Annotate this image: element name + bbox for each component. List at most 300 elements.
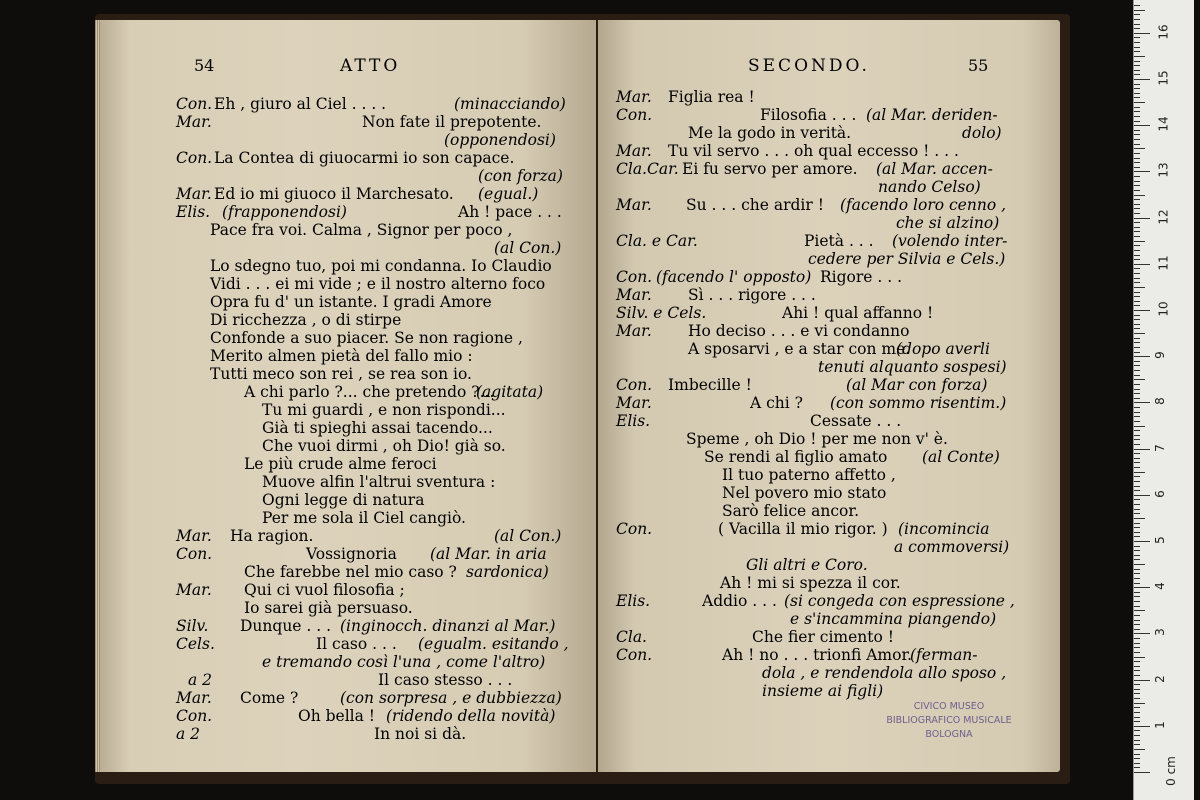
ruler-label: 15 [1156, 70, 1171, 86]
ruler-tick [1134, 610, 1145, 611]
verse-text: Nel povero mio stato [722, 484, 887, 502]
ruler-tick [1134, 435, 1140, 436]
stage-direction-or-speaker: (volendo inter- [892, 232, 1008, 250]
ruler-tick [1134, 139, 1140, 140]
ruler-tick [1134, 231, 1140, 232]
verse-text: Me la godo in verità. [688, 124, 852, 142]
ruler-tick [1134, 513, 1140, 514]
ruler-tick [1134, 629, 1140, 630]
ruler-label: 6 [1152, 489, 1167, 498]
verse-text: Se rendi al figlio amato [704, 448, 888, 466]
ruler-tick [1134, 518, 1145, 519]
verse-text: Il caso . . . [316, 635, 397, 653]
ruler-tick [1134, 107, 1140, 108]
ruler-tick [1134, 195, 1145, 196]
stage-direction-or-speaker: (minacciando) [454, 95, 566, 113]
ruler-tick [1134, 490, 1140, 491]
stage-direction-or-speaker: tenuti alquanto sospesi) [818, 358, 1007, 376]
ruler-tick [1134, 347, 1140, 348]
stamp-line-3: BOLOGNA [925, 729, 973, 740]
stage-direction-or-speaker: Gli altri e Coro. [746, 556, 868, 574]
ruler-tick [1134, 61, 1140, 62]
ruler-label: 0 cm [1163, 756, 1178, 786]
stage-direction-or-speaker: Mar. [616, 88, 652, 106]
verse-text: Oh bella ! [298, 707, 376, 725]
verse-text: Sì . . . rigore . . . [688, 286, 816, 304]
ruler-tick [1134, 735, 1140, 736]
ruler-tick [1134, 199, 1140, 200]
stage-direction-or-speaker: Con. [176, 95, 213, 113]
ruler-tick [1134, 250, 1140, 251]
ruler-tick [1134, 10, 1145, 11]
stage-direction-or-speaker: Mar. [616, 394, 652, 412]
stage-direction-or-speaker: Con. [616, 376, 653, 394]
ruler-tick [1134, 398, 1140, 399]
stage-direction-or-speaker: Con. [616, 106, 653, 124]
ruler-tick [1134, 315, 1140, 316]
ruler-label: 5 [1152, 536, 1167, 544]
verse-text: Ed io mi giuoco il Marchesato. [214, 185, 454, 203]
stage-direction-or-speaker: Mar. [616, 142, 652, 160]
ruler-tick [1134, 472, 1145, 473]
stage-direction-or-speaker: (al Mar. in aria [430, 545, 547, 563]
stage-direction-or-speaker: Con. [616, 268, 653, 286]
ruler-tick [1134, 717, 1140, 718]
ruler-tick [1134, 287, 1145, 288]
ruler-tick [1134, 259, 1140, 260]
ruler-tick [1134, 84, 1140, 85]
ruler-tick [1134, 134, 1140, 135]
ruler-label: 4 [1152, 582, 1167, 591]
stage-direction-or-speaker: che si alzino) [896, 214, 1000, 232]
ruler-tick [1134, 550, 1140, 551]
ruler-tick [1134, 319, 1140, 320]
ruler-tick [1134, 615, 1140, 616]
stage-direction-or-speaker: Mar. [616, 286, 652, 304]
verse-text: Vossignoria [306, 545, 397, 563]
ruler-tick [1134, 162, 1140, 163]
ruler-tick [1134, 707, 1140, 708]
ruler-tick [1134, 439, 1140, 440]
ruler-tick [1134, 236, 1140, 237]
verse-text: Di ricchezza , o di stirpe [210, 311, 402, 329]
ruler-tick [1134, 592, 1140, 593]
ruler-tick [1134, 712, 1140, 713]
ruler-tick [1134, 749, 1145, 750]
ruler-tick [1134, 167, 1140, 168]
ruler-label: 10 [1156, 301, 1171, 317]
ruler-tick [1134, 587, 1150, 588]
ruler-tick [1134, 541, 1150, 542]
ruler-tick [1134, 282, 1140, 283]
ruler-tick [1134, 356, 1150, 357]
verse-text: Rigore . . . [820, 268, 903, 286]
measuring-ruler [1133, 0, 1194, 800]
stage-direction-or-speaker: Cels. [176, 635, 215, 653]
stage-direction-or-speaker: (al Mar con forza) [846, 376, 988, 394]
ruler-tick [1134, 578, 1140, 579]
stage-direction-or-speaker: e s'incammina piangendo) [790, 610, 997, 628]
ruler-tick [1134, 763, 1140, 764]
ruler-tick [1134, 144, 1140, 145]
stage-direction-or-speaker: Con. [176, 707, 213, 725]
ruler-tick [1134, 296, 1140, 297]
ruler-tick [1134, 213, 1140, 214]
ruler-tick [1134, 218, 1150, 219]
verse-text: Ei fu servo per amore. [682, 160, 858, 178]
verse-text: Eh , giuro al Ciel . . . . [214, 95, 387, 113]
stage-direction-or-speaker: Silv. [176, 617, 209, 635]
verse-text: Che fier cimento ! [752, 628, 894, 646]
ruler-tick [1134, 449, 1150, 450]
stage-direction-or-speaker: a 2 [188, 671, 213, 689]
verse-text: Merito almen pietà del fallo mio : [210, 347, 473, 365]
verse-text: Addio . . . [702, 592, 777, 610]
stage-direction-or-speaker: insieme ai figli) [762, 682, 884, 700]
ruler-tick [1134, 37, 1140, 38]
ruler-tick [1134, 573, 1140, 574]
ruler-tick [1134, 176, 1140, 177]
ruler-label: 1 [1152, 720, 1167, 729]
ruler-tick [1134, 208, 1140, 209]
stage-direction-or-speaker: Elis. [176, 203, 211, 221]
verse-text: Muove alfin l'altrui sventura : [262, 473, 496, 491]
ruler-tick [1134, 721, 1140, 722]
ruler-tick [1134, 486, 1140, 487]
stage-direction-or-speaker: (si congeda con espressione , [784, 592, 1015, 610]
stage-direction-or-speaker: Mar. [176, 527, 212, 545]
ruler-tick [1134, 467, 1140, 468]
stage-direction-or-speaker: Cla.Car. [616, 160, 679, 178]
stage-direction-or-speaker: Con. [176, 149, 213, 167]
stage-direction-or-speaker: a commoversi) [894, 538, 1010, 556]
ruler-tick [1134, 740, 1140, 741]
ruler-tick [1134, 379, 1145, 380]
ruler-tick [1134, 758, 1140, 759]
ruler-tick [1134, 116, 1140, 117]
stage-direction-or-speaker: sardonica) [466, 563, 549, 581]
verse-text: Il caso stesso . . . [378, 671, 513, 689]
verse-text: Il tuo paterno affetto , [722, 466, 896, 484]
verse-text: Per me sola il Ciel cangiò. [262, 509, 466, 527]
verse-text: Come ? [240, 689, 299, 707]
ruler-tick [1134, 767, 1140, 768]
ruler-tick [1134, 426, 1145, 427]
verse-text: ( Vacilla il mio rigor. ) [718, 520, 888, 538]
ruler-tick [1134, 523, 1140, 524]
ruler-tick [1134, 51, 1140, 52]
ruler-label: 13 [1156, 162, 1171, 179]
ruler-tick [1134, 555, 1140, 556]
ruler-tick [1134, 504, 1140, 505]
ruler-tick [1134, 375, 1140, 376]
ruler-tick [1134, 181, 1140, 182]
verse-text: Ah ! mi si spezza il cor. [720, 574, 901, 592]
ruler-tick [1134, 643, 1140, 644]
ruler-tick [1134, 148, 1145, 149]
ruler-tick [1134, 384, 1140, 385]
verse-text: Tu vil servo . . . oh qual eccesso ! . . . [668, 142, 959, 160]
stage-direction-or-speaker: Mar. [616, 322, 652, 340]
ruler-tick [1134, 726, 1150, 727]
ruler-tick [1134, 102, 1145, 103]
ruler-tick [1134, 121, 1140, 122]
ruler-tick [1134, 130, 1140, 131]
ruler-label: 9 [1152, 351, 1167, 360]
ruler-tick [1134, 624, 1140, 625]
verse-text: Lo sdegno tuo, poi mi condanna. Io Claudio [210, 257, 552, 275]
stage-direction-or-speaker: a 2 [176, 725, 201, 743]
stage-direction-or-speaker: (con sommo risentim.) [830, 394, 1007, 412]
stage-direction-or-speaker: Cla. e Car. [616, 232, 698, 250]
ruler-tick [1134, 652, 1140, 653]
ruler-tick [1134, 352, 1140, 353]
ruler-tick [1134, 416, 1140, 417]
ruler-tick [1134, 666, 1140, 667]
ruler-tick [1134, 268, 1140, 269]
left-page-header: ATTO [340, 56, 401, 76]
ruler-tick [1134, 444, 1140, 445]
ruler-tick [1134, 453, 1140, 454]
ruler-tick [1134, 190, 1140, 191]
ruler-tick [1134, 292, 1140, 293]
stage-direction-or-speaker: (facendo l' opposto) [656, 268, 812, 286]
ruler-tick [1134, 661, 1140, 662]
stage-direction-or-speaker: Con. [176, 545, 213, 563]
ruler-label: 12 [1156, 208, 1171, 225]
ruler-tick [1134, 481, 1140, 482]
stage-direction-or-speaker: (ridendo della novità) [386, 707, 556, 725]
ruler-tick [1134, 536, 1140, 537]
verse-text: Qui ci vuol filosofia ; [244, 581, 405, 599]
stage-direction-or-speaker: Mar. [176, 581, 212, 599]
left-page-number: 54 [194, 56, 215, 75]
right-page-header: SECONDO. [748, 56, 870, 76]
ruler-tick [1134, 204, 1140, 205]
stage-direction-or-speaker: Mar. [176, 113, 212, 131]
stage-direction-or-speaker: (incomincia [898, 520, 990, 538]
verse-text: In noi si dà. [374, 725, 467, 743]
ruler-tick [1134, 407, 1140, 408]
ruler-tick [1134, 227, 1140, 228]
ruler-tick [1134, 42, 1140, 43]
verse-text: La Contea di giuocarmi io son capace. [214, 149, 515, 167]
ruler-tick [1134, 730, 1140, 731]
stage-direction-or-speaker: Con. [616, 646, 653, 664]
stage-direction-or-speaker: Silv. e Cels. [616, 304, 707, 322]
ruler-label: 11 [1156, 255, 1171, 271]
ruler-label: 7 [1152, 443, 1167, 452]
verse-text: Opra fu d' un istante. I gradi Amore [210, 293, 492, 311]
ruler-tick [1134, 65, 1140, 66]
stamp-line-1: CIVICO MUSEO [913, 701, 985, 712]
stage-direction-or-speaker: (al Conte) [922, 448, 1000, 466]
ruler-tick [1134, 278, 1140, 279]
verse-text: A chi parlo ?... che pretendo ?... [244, 383, 495, 401]
verse-text: Pace fra voi. Calma , Signor per poco , [210, 221, 513, 239]
ruler-tick [1134, 14, 1140, 15]
stage-direction-or-speaker: (facendo loro cenno , [840, 196, 1007, 214]
ruler-tick [1134, 111, 1140, 112]
verse-text: Ah ! no . . . trionfi Amor. [722, 646, 913, 664]
verse-text: Vidi . . . ei mi vide ; e il nostro alterno foco [210, 275, 546, 293]
ruler-tick [1134, 509, 1140, 510]
ruler-tick [1134, 370, 1140, 371]
ruler-tick [1134, 402, 1150, 403]
verse-text: Cessate . . . [810, 412, 902, 430]
ruler-tick [1134, 606, 1140, 607]
ruler-tick [1134, 684, 1140, 685]
ruler-tick [1134, 125, 1150, 126]
ruler-tick [1134, 564, 1145, 565]
ruler-label: 2 [1152, 674, 1167, 683]
stage-direction-or-speaker: (con sorpresa , e dubbiezza) [340, 689, 562, 707]
stage-direction-or-speaker: (agitata) [476, 383, 544, 401]
ruler-tick [1134, 689, 1140, 690]
ruler-tick [1134, 342, 1140, 343]
stage-direction-or-speaker: (dopo averli [896, 340, 990, 358]
verse-text: Figlia rea ! [668, 88, 755, 106]
stage-direction-or-speaker: nando Celso) [878, 178, 981, 196]
ruler-tick [1134, 499, 1140, 500]
verse-text: Confonde a suo piacer. Se non ragione , [210, 329, 523, 347]
ruler-tick [1134, 88, 1140, 89]
verse-text: Ogni legge di natura [262, 491, 425, 509]
ruler-tick [1134, 772, 1150, 773]
stage-direction-or-speaker: Elis. [616, 592, 651, 610]
verse-text: Su . . . che ardir ! [686, 196, 824, 214]
ruler-tick [1134, 583, 1140, 584]
ruler-tick [1134, 245, 1140, 246]
ruler-tick [1134, 328, 1140, 329]
ruler-tick [1134, 301, 1140, 302]
ruler-tick [1134, 693, 1140, 694]
stage-direction-or-speaker: dola , e rendendola allo sposo , [762, 664, 1007, 682]
stage-direction-or-speaker: (frapponendosi) [222, 203, 347, 221]
stage-direction-or-speaker: Cla. [616, 628, 647, 646]
ruler-tick [1134, 393, 1140, 394]
verse-text: Ah ! pace . . . [458, 203, 562, 221]
ruler-tick [1134, 338, 1140, 339]
ruler-tick [1134, 222, 1140, 223]
verse-text: Ho deciso . . . e vi condanno [688, 322, 910, 340]
ruler-label: 14 [1156, 116, 1171, 132]
ruler-tick [1134, 601, 1140, 602]
stage-direction-or-speaker: e tremando così l'una , come l'altro) [262, 653, 546, 671]
ruler-tick [1134, 754, 1140, 755]
verse-text: Non fate il prepotente. [362, 113, 542, 131]
right-page-number: 55 [968, 56, 989, 75]
ruler-tick [1134, 680, 1150, 681]
stage-direction-or-speaker: cedere per Silvia e Cels.) [808, 250, 1006, 268]
ruler-tick [1134, 675, 1140, 676]
ruler-tick [1134, 185, 1140, 186]
ruler-tick [1134, 365, 1140, 366]
ruler-tick [1134, 633, 1150, 634]
stage-direction-or-speaker: (al Mar. accen- [876, 160, 993, 178]
verse-text: Filosofia . . . [760, 106, 857, 124]
stage-direction-or-speaker: (opponendosi) [444, 131, 556, 149]
verse-text: Speme , oh Dio ! per me non v' è. [686, 430, 948, 448]
stage-direction-or-speaker: dolo) [962, 124, 1002, 142]
ruler-tick [1134, 158, 1140, 159]
stage-direction-or-speaker: (egual.) [478, 185, 539, 203]
verse-text: A sposarvi , e a star con me. [688, 340, 911, 358]
stage-direction-or-speaker: (con forza) [478, 167, 563, 185]
ruler-tick [1134, 421, 1140, 422]
verse-text: A chi ? [750, 394, 803, 412]
ruler-tick [1134, 241, 1145, 242]
ruler-tick [1134, 333, 1145, 334]
ruler-tick [1134, 33, 1150, 34]
stage-direction-or-speaker: (al Con.) [494, 239, 562, 257]
verse-text: Dunque . . . [240, 617, 332, 635]
ruler-tick [1134, 462, 1140, 463]
ruler-tick [1134, 255, 1140, 256]
ruler-tick [1134, 273, 1140, 274]
library-stamp [878, 700, 1020, 742]
ruler-label: 16 [1156, 24, 1171, 40]
verse-text: Già ti spieghi assai tacendo... [262, 419, 493, 437]
ruler-tick [1134, 47, 1140, 48]
ruler-tick [1134, 361, 1140, 362]
ruler-tick [1134, 458, 1140, 459]
ruler-tick [1134, 532, 1140, 533]
ruler-tick [1134, 657, 1145, 658]
stage-direction-or-speaker: (al Mar. deriden- [866, 106, 998, 124]
stage-direction-or-speaker: (egualm. esitando , [418, 635, 569, 653]
ruler-tick [1134, 527, 1140, 528]
stage-direction-or-speaker: Mar. [176, 689, 212, 707]
stage-direction-or-speaker: Mar. [616, 196, 652, 214]
ruler-tick [1134, 5, 1140, 6]
verse-text: Le più crude alme feroci [244, 455, 437, 473]
ruler-tick [1134, 670, 1140, 671]
stage-direction-or-speaker: (ferman- [910, 646, 978, 664]
verse-text: Tutti meco son rei , se rea son io. [210, 365, 472, 383]
ruler-tick [1134, 569, 1140, 570]
verse-text: Tu mi guardi , e non rispondi... [262, 401, 506, 419]
verse-text: Che vuoi dirmi , oh Dio! già so. [262, 437, 506, 455]
ruler-tick [1134, 412, 1140, 413]
ruler-tick [1134, 638, 1140, 639]
ruler-tick [1134, 476, 1140, 477]
verse-text: Ha ragion. [230, 527, 314, 545]
ruler-tick [1134, 324, 1140, 325]
ruler-tick [1134, 264, 1150, 265]
ruler-tick [1134, 171, 1150, 172]
stage-direction-or-speaker: Elis. [616, 412, 651, 430]
ruler-tick [1134, 19, 1140, 20]
ruler-label: 3 [1152, 628, 1167, 637]
ruler-tick [1134, 559, 1140, 560]
ruler-tick [1134, 24, 1140, 25]
verse-text: Sarò felice ancor. [722, 502, 860, 520]
ruler-tick [1134, 93, 1140, 94]
verse-text: Pietà . . . [804, 232, 874, 250]
ruler-tick [1134, 596, 1140, 597]
ruler-tick [1134, 546, 1140, 547]
stage-direction-or-speaker: (inginocch. dinanzi al Mar.) [340, 617, 556, 635]
ruler-tick [1134, 389, 1140, 390]
stage-direction-or-speaker: (al Con.) [494, 527, 562, 545]
ruler-tick [1134, 744, 1140, 745]
ruler-label: 8 [1152, 397, 1167, 406]
verse-text: Che farebbe nel mio caso ? [244, 563, 457, 581]
verse-text: Ahi ! qual affanno ! [782, 304, 934, 322]
ruler-tick [1134, 70, 1140, 71]
ruler-tick [1134, 56, 1145, 57]
